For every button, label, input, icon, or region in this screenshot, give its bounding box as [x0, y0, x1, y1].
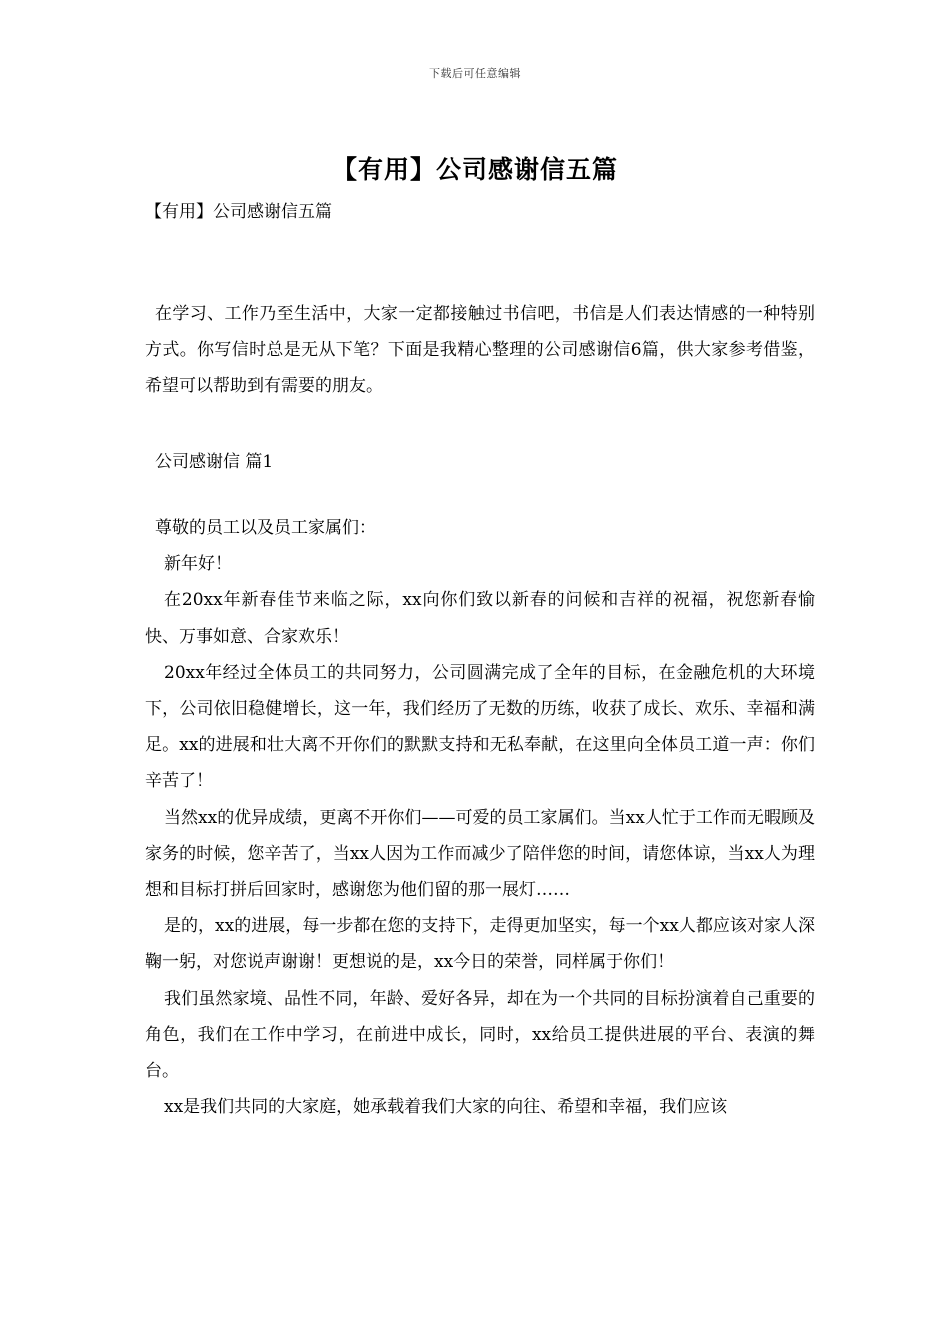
header-note: 下载后可任意编辑 [429, 67, 521, 80]
letter-greeting: 新年好！ [164, 554, 232, 575]
intro-paragraph: 在学习、工作乃至生活中，大家一定都接触过书信吧，书信是人们表达情感的一种特别方式。你写信时总是无从下笔？下面是我精心整理的公司感谢信6篇，供大家参考借鉴，希望可以帮助到有需要的朋友。 [145, 304, 815, 397]
letter-paragraph: xx是我们共同的大家庭，她承载着我们大家的向往、希望和幸福，我们应该 [164, 1097, 728, 1118]
letter-salutation: 尊敬的员工以及员工家属们： [155, 518, 376, 538]
document-title: 【有用】公司感谢信五篇 [331, 155, 618, 184]
intro-section [145, 296, 815, 405]
document-subtitle: 【有用】公司感谢信五篇 [145, 202, 332, 222]
letter-paragraph: 我们虽然家境、品性不同，年龄、爱好各异，却在为一个共同的目标扮演着自己重要的角色，我们在工作中学习，在前进中成长，同时，xx给员工提供进展的平台、表演的舞台。 [145, 988, 815, 1082]
letter-paragraph: 当然xx的优异成绩，更离不开你们——可爱的员工家属们。当xx人忙于工作而无暇顾及家务的时候，您辛苦了，当xx人因为工作而减少了陪伴您的时间，请您体谅，当xx人为理想和目标打拼后回家时，感谢您为他们留的那一展灯…… [145, 807, 815, 901]
letter-paragraph: 在20xx年新春佳节来临之际，xx向你们致以新春的问候和吉祥的祝福，祝您新春愉快、万事如意、合家欢乐！ [145, 590, 815, 647]
section-heading: 公司感谢信 篇1 [155, 452, 274, 472]
letter-body [145, 510, 815, 1125]
letter-paragraph: 20xx年经过全体员工的共同努力，公司圆满完成了全年的目标，在金融危机的大环境下，公司依旧稳健增长，这一年，我们经历了无数的历练，收获了成长、欢乐、幸福和满足。xx的进展和壮大离不开你们的默默支持和无私奉献，在这里向全体员工道一声：你们辛苦了！ [145, 662, 815, 792]
letter-paragraph: 是的，xx的进展，每一步都在您的支持下，走得更加坚实，每一个xx人都应该对家人深鞠一躬，对您说声谢谢！更想说的是，xx今日的荣誉，同样属于你们！ [145, 916, 815, 973]
